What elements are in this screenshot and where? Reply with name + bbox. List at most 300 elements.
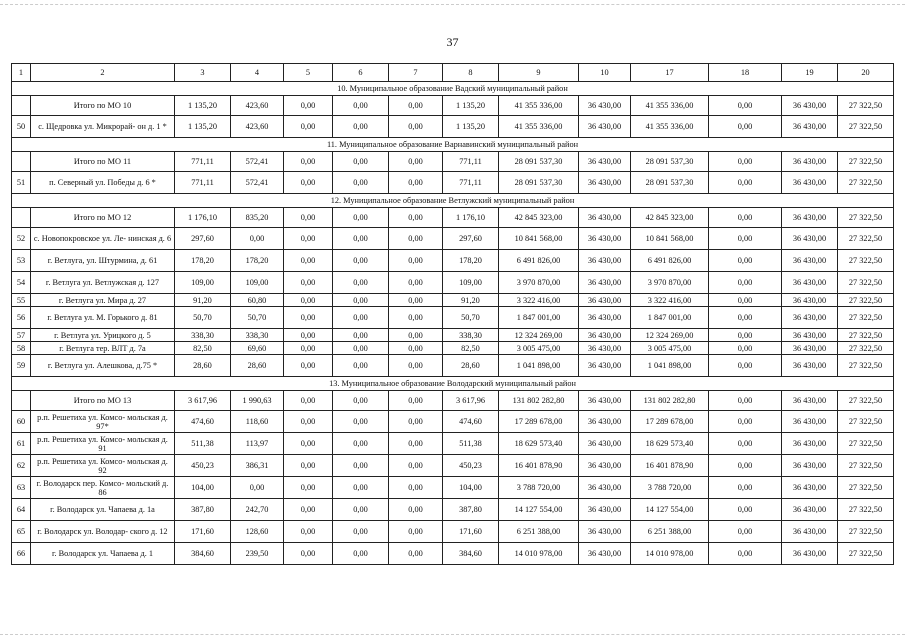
value-cell: 0,00 bbox=[284, 172, 333, 194]
value-cell: 27 322,50 bbox=[838, 228, 894, 250]
value-cell: 0,00 bbox=[709, 96, 782, 116]
value-cell: 386,31 bbox=[231, 455, 284, 477]
value-cell: 28 091 537,30 bbox=[631, 152, 709, 172]
value-cell: 36 430,00 bbox=[782, 433, 838, 455]
value-cell: 0,00 bbox=[389, 543, 443, 565]
value-cell: 128,60 bbox=[231, 521, 284, 543]
value-cell: 1 135,20 bbox=[175, 96, 231, 116]
value-cell: 0,00 bbox=[333, 272, 389, 294]
row-number-cell: 66 bbox=[12, 543, 31, 565]
column-header: 8 bbox=[443, 64, 499, 82]
value-cell: 3 005 475,00 bbox=[631, 342, 709, 355]
value-cell: 36 430,00 bbox=[782, 499, 838, 521]
value-cell: 16 401 878,90 bbox=[499, 455, 579, 477]
value-cell: 0,00 bbox=[333, 391, 389, 411]
row-number-cell: 61 bbox=[12, 433, 31, 455]
value-cell: 3 617,96 bbox=[175, 391, 231, 411]
table-row bbox=[12, 355, 894, 377]
value-cell: 572,41 bbox=[231, 172, 284, 194]
value-cell: 14 127 554,00 bbox=[499, 499, 579, 521]
value-cell: 12 324 269,00 bbox=[631, 329, 709, 342]
value-cell: 0,00 bbox=[333, 433, 389, 455]
value-cell: 27 322,50 bbox=[838, 272, 894, 294]
row-number-cell: 51 bbox=[12, 172, 31, 194]
value-cell: 36 430,00 bbox=[579, 342, 631, 355]
value-cell: 0,00 bbox=[709, 272, 782, 294]
value-cell: 0,00 bbox=[709, 250, 782, 272]
value-cell: 14 127 554,00 bbox=[631, 499, 709, 521]
value-cell: 36 430,00 bbox=[782, 172, 838, 194]
value-cell: 3 788 720,00 bbox=[631, 477, 709, 499]
table-row bbox=[12, 521, 894, 543]
address-cell: Итого по МО 13 bbox=[31, 391, 175, 411]
value-cell: 42 845 323,00 bbox=[631, 208, 709, 228]
value-cell: 0,00 bbox=[709, 355, 782, 377]
value-cell: 297,60 bbox=[443, 228, 499, 250]
value-cell: 0,00 bbox=[709, 455, 782, 477]
value-cell: 450,23 bbox=[443, 455, 499, 477]
address-cell: с. Новопокровское ул. Ле- нинская д. 6 bbox=[31, 228, 175, 250]
value-cell: 91,20 bbox=[443, 294, 499, 307]
scan-edge-bottom bbox=[0, 634, 905, 635]
value-cell: 18 629 573,40 bbox=[631, 433, 709, 455]
value-cell: 297,60 bbox=[175, 228, 231, 250]
value-cell: 0,00 bbox=[709, 521, 782, 543]
address-cell: г. Ветлуга ул. Ветлужская д. 127 bbox=[31, 272, 175, 294]
value-cell: 27 322,50 bbox=[838, 294, 894, 307]
value-cell: 0,00 bbox=[709, 543, 782, 565]
value-cell: 239,50 bbox=[231, 543, 284, 565]
value-cell: 36 430,00 bbox=[782, 96, 838, 116]
value-cell: 0,00 bbox=[709, 391, 782, 411]
value-cell: 28,60 bbox=[175, 355, 231, 377]
address-cell: Итого по МО 10 bbox=[31, 96, 175, 116]
value-cell: 36 430,00 bbox=[782, 250, 838, 272]
value-cell: 36 430,00 bbox=[579, 411, 631, 433]
address-cell: г. Ветлуга ул. М. Горького д. 81 bbox=[31, 307, 175, 329]
value-cell: 69,60 bbox=[231, 342, 284, 355]
value-cell: 0,00 bbox=[333, 521, 389, 543]
row-number-cell: 52 bbox=[12, 228, 31, 250]
value-cell: 36 430,00 bbox=[579, 208, 631, 228]
value-cell: 17 289 678,00 bbox=[499, 411, 579, 433]
column-header: 3 bbox=[175, 64, 231, 82]
value-cell: 27 322,50 bbox=[838, 543, 894, 565]
address-cell: г. Володарск ул. Чапаева д. 1 bbox=[31, 543, 175, 565]
column-header: 10 bbox=[579, 64, 631, 82]
value-cell: 3 970 870,00 bbox=[631, 272, 709, 294]
table-row bbox=[12, 455, 894, 477]
value-cell: 42 845 323,00 bbox=[499, 208, 579, 228]
column-header: 18 bbox=[709, 64, 782, 82]
table-row bbox=[12, 307, 894, 329]
value-cell: 0,00 bbox=[389, 307, 443, 329]
value-cell: 41 355 336,00 bbox=[631, 116, 709, 138]
value-cell: 171,60 bbox=[443, 521, 499, 543]
value-cell: 36 430,00 bbox=[579, 96, 631, 116]
value-cell: 60,80 bbox=[231, 294, 284, 307]
total-row bbox=[12, 391, 894, 411]
column-header: 1 bbox=[12, 64, 31, 82]
address-cell: р.п. Решетиха ул. Комсо- мольская д. 97* bbox=[31, 411, 175, 433]
address-cell: г. Ветлуга тер. ВЛТ д. 7а bbox=[31, 342, 175, 355]
row-number-cell: 65 bbox=[12, 521, 31, 543]
value-cell: 27 322,50 bbox=[838, 477, 894, 499]
value-cell: 0,00 bbox=[333, 116, 389, 138]
value-cell: 14 010 978,00 bbox=[631, 543, 709, 565]
value-cell: 28,60 bbox=[443, 355, 499, 377]
value-cell: 0,00 bbox=[284, 228, 333, 250]
value-cell: 28 091 537,30 bbox=[499, 152, 579, 172]
value-cell: 384,60 bbox=[443, 543, 499, 565]
value-cell: 36 430,00 bbox=[579, 250, 631, 272]
value-cell: 3 970 870,00 bbox=[499, 272, 579, 294]
value-cell: 50,70 bbox=[231, 307, 284, 329]
value-cell: 0,00 bbox=[333, 172, 389, 194]
value-cell: 82,50 bbox=[443, 342, 499, 355]
row-number-cell: 55 bbox=[12, 294, 31, 307]
data-table bbox=[11, 63, 894, 565]
value-cell: 0,00 bbox=[333, 294, 389, 307]
value-cell: 91,20 bbox=[175, 294, 231, 307]
value-cell: 0,00 bbox=[284, 272, 333, 294]
value-cell: 27 322,50 bbox=[838, 250, 894, 272]
value-cell: 131 802 282,80 bbox=[631, 391, 709, 411]
value-cell: 387,80 bbox=[443, 499, 499, 521]
column-header: 5 bbox=[284, 64, 333, 82]
value-cell: 6 491 826,00 bbox=[631, 250, 709, 272]
value-cell: 474,60 bbox=[175, 411, 231, 433]
table-body bbox=[12, 64, 894, 565]
value-cell: 41 355 336,00 bbox=[499, 96, 579, 116]
value-cell: 36 430,00 bbox=[579, 433, 631, 455]
value-cell: 1 135,20 bbox=[443, 96, 499, 116]
value-cell: 36 430,00 bbox=[579, 329, 631, 342]
value-cell: 18 629 573,40 bbox=[499, 433, 579, 455]
value-cell: 384,60 bbox=[175, 543, 231, 565]
value-cell: 113,97 bbox=[231, 433, 284, 455]
value-cell: 36 430,00 bbox=[579, 455, 631, 477]
value-cell: 387,80 bbox=[175, 499, 231, 521]
value-cell: 3 322 416,00 bbox=[631, 294, 709, 307]
value-cell: 118,60 bbox=[231, 411, 284, 433]
value-cell: 771,11 bbox=[443, 172, 499, 194]
value-cell: 41 355 336,00 bbox=[631, 96, 709, 116]
value-cell: 36 430,00 bbox=[782, 307, 838, 329]
value-cell: 27 322,50 bbox=[838, 172, 894, 194]
value-cell: 0,00 bbox=[284, 477, 333, 499]
value-cell: 36 430,00 bbox=[579, 172, 631, 194]
value-cell: 0,00 bbox=[389, 172, 443, 194]
table-row bbox=[12, 433, 894, 455]
value-cell: 0,00 bbox=[389, 250, 443, 272]
row-number-cell: 50 bbox=[12, 116, 31, 138]
value-cell: 771,11 bbox=[443, 152, 499, 172]
value-cell: 423,60 bbox=[231, 96, 284, 116]
value-cell: 16 401 878,90 bbox=[631, 455, 709, 477]
value-cell: 0,00 bbox=[709, 411, 782, 433]
value-cell: 0,00 bbox=[333, 355, 389, 377]
table-row bbox=[12, 543, 894, 565]
row-number-cell: 54 bbox=[12, 272, 31, 294]
value-cell: 0,00 bbox=[231, 477, 284, 499]
row-number-cell: 59 bbox=[12, 355, 31, 377]
value-cell: 10 841 568,00 bbox=[499, 228, 579, 250]
value-cell: 6 251 388,00 bbox=[631, 521, 709, 543]
row-number-cell: 58 bbox=[12, 342, 31, 355]
value-cell: 0,00 bbox=[389, 342, 443, 355]
value-cell: 36 430,00 bbox=[782, 477, 838, 499]
value-cell: 450,23 bbox=[175, 455, 231, 477]
value-cell: 0,00 bbox=[284, 294, 333, 307]
value-cell: 0,00 bbox=[389, 96, 443, 116]
column-header: 9 bbox=[499, 64, 579, 82]
value-cell: 36 430,00 bbox=[782, 116, 838, 138]
value-cell: 27 322,50 bbox=[838, 208, 894, 228]
column-header: 20 bbox=[838, 64, 894, 82]
address-cell: с. Щедровка ул. Микрорай- он д. 1 * bbox=[31, 116, 175, 138]
value-cell: 3 005 475,00 bbox=[499, 342, 579, 355]
value-cell: 0,00 bbox=[709, 307, 782, 329]
value-cell: 1 176,10 bbox=[175, 208, 231, 228]
value-cell: 338,30 bbox=[175, 329, 231, 342]
value-cell: 0,00 bbox=[389, 411, 443, 433]
value-cell: 27 322,50 bbox=[838, 355, 894, 377]
value-cell: 17 289 678,00 bbox=[631, 411, 709, 433]
value-cell: 0,00 bbox=[333, 411, 389, 433]
value-cell: 171,60 bbox=[175, 521, 231, 543]
value-cell: 771,11 bbox=[175, 172, 231, 194]
value-cell: 0,00 bbox=[284, 342, 333, 355]
address-cell: Итого по МО 12 bbox=[31, 208, 175, 228]
value-cell: 36 430,00 bbox=[782, 455, 838, 477]
value-cell: 0,00 bbox=[389, 329, 443, 342]
value-cell: 0,00 bbox=[284, 411, 333, 433]
value-cell: 27 322,50 bbox=[838, 411, 894, 433]
value-cell: 104,00 bbox=[175, 477, 231, 499]
column-header-row bbox=[12, 64, 894, 82]
table-row bbox=[12, 294, 894, 307]
value-cell: 0,00 bbox=[389, 433, 443, 455]
value-cell: 242,70 bbox=[231, 499, 284, 521]
value-cell: 27 322,50 bbox=[838, 455, 894, 477]
value-cell: 36 430,00 bbox=[579, 477, 631, 499]
row-number-cell: 53 bbox=[12, 250, 31, 272]
value-cell: 0,00 bbox=[333, 342, 389, 355]
value-cell: 572,41 bbox=[231, 152, 284, 172]
table-row bbox=[12, 228, 894, 250]
table-row bbox=[12, 499, 894, 521]
value-cell: 27 322,50 bbox=[838, 433, 894, 455]
address-cell: р.п. Решетиха ул. Комсо- мольская д. 91 bbox=[31, 433, 175, 455]
value-cell: 1 135,20 bbox=[175, 116, 231, 138]
value-cell: 0,00 bbox=[709, 116, 782, 138]
value-cell: 0,00 bbox=[389, 152, 443, 172]
value-cell: 104,00 bbox=[443, 477, 499, 499]
table-row bbox=[12, 342, 894, 355]
value-cell: 36 430,00 bbox=[579, 228, 631, 250]
value-cell: 511,38 bbox=[175, 433, 231, 455]
value-cell: 1 041 898,00 bbox=[499, 355, 579, 377]
value-cell: 27 322,50 bbox=[838, 521, 894, 543]
value-cell: 835,20 bbox=[231, 208, 284, 228]
value-cell: 0,00 bbox=[284, 329, 333, 342]
section-title: 12. Муниципальное образование Ветлужский муниципальный район bbox=[12, 194, 894, 208]
value-cell: 0,00 bbox=[389, 294, 443, 307]
value-cell: 178,20 bbox=[175, 250, 231, 272]
address-cell: г. Володарск пер. Комсо- мольский д. 86 bbox=[31, 477, 175, 499]
value-cell: 28 091 537,30 bbox=[631, 172, 709, 194]
value-cell: 0,00 bbox=[284, 208, 333, 228]
value-cell: 0,00 bbox=[389, 355, 443, 377]
value-cell: 1 847 001,00 bbox=[631, 307, 709, 329]
total-row bbox=[12, 96, 894, 116]
value-cell: 0,00 bbox=[709, 172, 782, 194]
value-cell: 1 135,20 bbox=[443, 116, 499, 138]
value-cell: 27 322,50 bbox=[838, 307, 894, 329]
value-cell: 338,30 bbox=[443, 329, 499, 342]
value-cell: 36 430,00 bbox=[579, 294, 631, 307]
address-cell: р.п. Решетиха ул. Комсо- мольская д. 92 bbox=[31, 455, 175, 477]
total-row bbox=[12, 208, 894, 228]
value-cell: 0,00 bbox=[389, 477, 443, 499]
value-cell: 36 430,00 bbox=[782, 208, 838, 228]
value-cell: 0,00 bbox=[709, 342, 782, 355]
value-cell: 36 430,00 bbox=[579, 307, 631, 329]
value-cell: 0,00 bbox=[389, 499, 443, 521]
value-cell: 0,00 bbox=[709, 329, 782, 342]
value-cell: 511,38 bbox=[443, 433, 499, 455]
column-header: 4 bbox=[231, 64, 284, 82]
value-cell: 0,00 bbox=[333, 228, 389, 250]
table-row bbox=[12, 172, 894, 194]
value-cell: 27 322,50 bbox=[838, 116, 894, 138]
value-cell: 36 430,00 bbox=[782, 152, 838, 172]
row-number-cell: 64 bbox=[12, 499, 31, 521]
value-cell: 12 324 269,00 bbox=[499, 329, 579, 342]
value-cell: 0,00 bbox=[333, 208, 389, 228]
value-cell: 0,00 bbox=[389, 116, 443, 138]
value-cell: 27 322,50 bbox=[838, 391, 894, 411]
value-cell: 0,00 bbox=[284, 391, 333, 411]
table-row bbox=[12, 250, 894, 272]
section-title: 10. Муниципальное образование Вадский муниципальный район bbox=[12, 82, 894, 96]
value-cell: 10 841 568,00 bbox=[631, 228, 709, 250]
row-number-cell: 63 bbox=[12, 477, 31, 499]
address-cell: г. Володарск ул. Володар- ского д. 12 bbox=[31, 521, 175, 543]
column-header: 2 bbox=[31, 64, 175, 82]
value-cell: 0,00 bbox=[709, 433, 782, 455]
value-cell: 0,00 bbox=[333, 250, 389, 272]
row-number-cell: 60 bbox=[12, 411, 31, 433]
value-cell: 28,60 bbox=[231, 355, 284, 377]
section-header-row bbox=[12, 377, 894, 391]
value-cell: 3 617,96 bbox=[443, 391, 499, 411]
row-number-cell bbox=[12, 96, 31, 116]
value-cell: 0,00 bbox=[284, 499, 333, 521]
value-cell: 0,00 bbox=[231, 228, 284, 250]
value-cell: 27 322,50 bbox=[838, 499, 894, 521]
row-number-cell bbox=[12, 208, 31, 228]
value-cell: 0,00 bbox=[709, 152, 782, 172]
value-cell: 0,00 bbox=[709, 477, 782, 499]
value-cell: 0,00 bbox=[333, 307, 389, 329]
value-cell: 36 430,00 bbox=[782, 543, 838, 565]
value-cell: 0,00 bbox=[389, 272, 443, 294]
value-cell: 36 430,00 bbox=[579, 116, 631, 138]
value-cell: 0,00 bbox=[709, 499, 782, 521]
address-cell: г. Ветлуга ул. Урицкого д. 5 bbox=[31, 329, 175, 342]
value-cell: 36 430,00 bbox=[782, 294, 838, 307]
value-cell: 0,00 bbox=[284, 455, 333, 477]
value-cell: 36 430,00 bbox=[579, 521, 631, 543]
value-cell: 0,00 bbox=[389, 208, 443, 228]
value-cell: 50,70 bbox=[175, 307, 231, 329]
section-header-row bbox=[12, 194, 894, 208]
value-cell: 338,30 bbox=[231, 329, 284, 342]
value-cell: 0,00 bbox=[284, 96, 333, 116]
value-cell: 36 430,00 bbox=[782, 272, 838, 294]
address-cell: г. Ветлуга ул. Алешкова, д.75 * bbox=[31, 355, 175, 377]
value-cell: 0,00 bbox=[333, 96, 389, 116]
value-cell: 0,00 bbox=[284, 250, 333, 272]
column-header: 6 bbox=[333, 64, 389, 82]
value-cell: 0,00 bbox=[284, 543, 333, 565]
value-cell: 0,00 bbox=[333, 455, 389, 477]
value-cell: 0,00 bbox=[284, 521, 333, 543]
value-cell: 36 430,00 bbox=[579, 355, 631, 377]
value-cell: 178,20 bbox=[443, 250, 499, 272]
value-cell: 82,50 bbox=[175, 342, 231, 355]
value-cell: 1 990,63 bbox=[231, 391, 284, 411]
section-title: 11. Муниципальное образование Варнавинский муниципальный район bbox=[12, 138, 894, 152]
value-cell: 36 430,00 bbox=[782, 228, 838, 250]
value-cell: 1 176,10 bbox=[443, 208, 499, 228]
address-cell: г. Володарск ул. Чапаева д. 1а bbox=[31, 499, 175, 521]
value-cell: 0,00 bbox=[389, 391, 443, 411]
section-title: 13. Муниципальное образование Володарский муниципальный район bbox=[12, 377, 894, 391]
value-cell: 27 322,50 bbox=[838, 329, 894, 342]
value-cell: 0,00 bbox=[284, 116, 333, 138]
value-cell: 0,00 bbox=[389, 521, 443, 543]
value-cell: 0,00 bbox=[389, 228, 443, 250]
value-cell: 0,00 bbox=[284, 307, 333, 329]
value-cell: 27 322,50 bbox=[838, 152, 894, 172]
value-cell: 109,00 bbox=[443, 272, 499, 294]
table-row bbox=[12, 411, 894, 433]
section-header-row bbox=[12, 138, 894, 152]
value-cell: 36 430,00 bbox=[579, 543, 631, 565]
row-number-cell: 57 bbox=[12, 329, 31, 342]
value-cell: 36 430,00 bbox=[782, 521, 838, 543]
address-cell: г. Ветлуга, ул. Штурмина, д. 61 bbox=[31, 250, 175, 272]
value-cell: 36 430,00 bbox=[579, 499, 631, 521]
table-row bbox=[12, 272, 894, 294]
value-cell: 0,00 bbox=[333, 329, 389, 342]
value-cell: 0,00 bbox=[333, 499, 389, 521]
row-number-cell: 62 bbox=[12, 455, 31, 477]
scan-edge-top bbox=[0, 4, 905, 5]
address-cell: п. Северный ул. Победы д. 6 * bbox=[31, 172, 175, 194]
value-cell: 0,00 bbox=[284, 152, 333, 172]
value-cell: 0,00 bbox=[333, 543, 389, 565]
value-cell: 0,00 bbox=[389, 455, 443, 477]
value-cell: 50,70 bbox=[443, 307, 499, 329]
value-cell: 6 491 826,00 bbox=[499, 250, 579, 272]
value-cell: 28 091 537,30 bbox=[499, 172, 579, 194]
value-cell: 36 430,00 bbox=[579, 391, 631, 411]
value-cell: 771,11 bbox=[175, 152, 231, 172]
